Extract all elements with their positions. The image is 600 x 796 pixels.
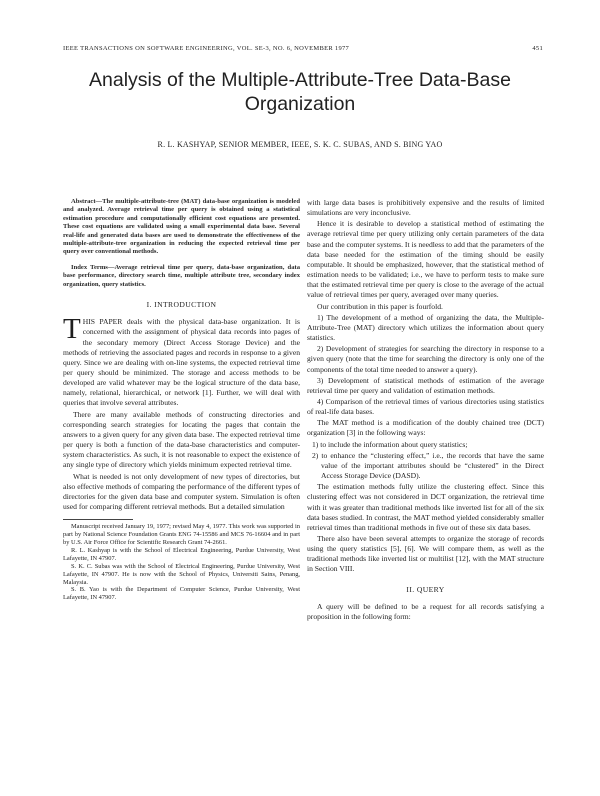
- footnote-author: S. K. C. Subas was with the School of Electrical Engineering, Purdue University, West Lafayette, IN 47907. He is now with the School of Physics, Universiti Sains, Penang, Malaysia.: [63, 562, 300, 586]
- intro-body: [63, 313, 300, 512]
- page-number: 451: [532, 45, 543, 52]
- contribution-item: 4) Comparison of the retrieval times of various directories using statistics of real-life data bases.: [307, 396, 544, 417]
- right-column: [307, 198, 544, 622]
- contribution-item: 1) The development of a method of organizing the data, the Multiple-Attribute-Tree (MAT) directory which utilizes the information about query statistics.: [307, 312, 544, 343]
- abstract-text: Abstract—The multiple-attribute-tree (MAT) data-base organization is modeled and analyzed. Average retrieval time per query is obtained using a statistical estimation procedure and computationally efficient cost equations are presented. These cost equations are validated using a small experimental data base. Several real-life and generated data bases are used to demonstrate the effectiveness of the multiple-attribute-tree organization in reducing the expected retrieval time per query over conventional methods.: [63, 198, 300, 256]
- left-column: [63, 198, 300, 602]
- section-heading-query: II. QUERY: [406, 584, 445, 594]
- footnote-author: S. B. Yao is with the Department of Computer Science, Purdue University, West Lafayette, IN 47907.: [63, 586, 300, 602]
- footnote-divider: [63, 519, 133, 520]
- section-heading-introduction: I. INTRODUCTION: [146, 300, 217, 310]
- body-paragraph: What is needed is not only development of new types of directories, but also effective methods of comparing the performance of the different types of directories for the given data base and computer system. Simulation is often used for comparing different retrieval methods. But a detailed simulation: [63, 471, 300, 512]
- modification-item: 1) to include the information about query statistics;: [312, 439, 468, 449]
- body-paragraph: with large data bases is prohibitively expensive and the results of limited simulations are very inconclusive.: [307, 198, 544, 218]
- body-paragraph: The estimation methods fully utilize the clustering effect. Since this clustering effect was not considered in DCT organization, the retrieval time with it was greater than traditional methods like inverted list for all of the six data bases studied. In contrast, the MAT method yielded considerably smaller retrieval times than traditional methods in five out of these six data bases.: [307, 482, 544, 532]
- intro-paragraph-text: HIS PAPER deals with the physical data-base organization. It is concerned with the assignment of physical data records into pages of the secondary memory (Direct Access Storage Device) and the methods of retrieving the associated pages and records in response to a given query. Since we are dealing with on-line systems, the expected retrieval time per query should be minimized. The storage and access methods to be developed are valid whatever may be the logical structure of the data base, namely, relational, hierarchical, or network [1]. Further, we will deal with queries that involve several attributes.: [63, 317, 300, 408]
- intro-paragraph: [63, 313, 300, 408]
- paper-title: Analysis of the Multiple-Attribute-Tree Data-Base Organization: [89, 69, 511, 115]
- modification-item: 2) to enhance the “clustering effect,” i.e., the records that have the same value of the important attributes should be “clustered” in the Direct Access Storage Device (DASD).: [312, 450, 544, 481]
- journal-header: IEEE TRANSACTIONS ON SOFTWARE ENGINEERING, VOL. SE-3, NO. 6, NOVEMBER 1977: [63, 45, 350, 52]
- footnote-author: R. L. Kashyap is with the School of Electrical Engineering, Purdue University, West Lafayette, IN 47907.: [63, 546, 300, 562]
- body-paragraph: There are many available methods of constructing directories and corresponding search strategies for locating the pages that contain the answers to a given query for any given data base. The expected retrieval time per query is both a function of the data-base characteristics and computer-system characteristics. As such, it is not reasonable to expect the existence of any single type of directory which yields minimum expected retrieval time.: [63, 409, 300, 470]
- body-paragraph: The MAT method is a modification of the doubly chained tree (DCT) organization [3] in the following ways:: [307, 418, 544, 438]
- body-paragraph: Hence it is desirable to develop a statistical method of estimating the average retrieval time per query utilizing only certain parameters of the data base and the computer systems. It is needless to add that the parameters of the data base needed for the estimation of the timing should be easily computable. It should be emphasized, however, that the statistical method of estimation needs to be validated; i.e., we have to perform tests to make sure that the estimated retrieval time per query is close to the average of the actual value of retrieval times per query, averaged over many queries.: [307, 219, 544, 300]
- author-line: R. L. KASHYAP, SENIOR MEMBER, IEEE, S. K. C. SUBAS, AND S. BING YAO: [157, 140, 443, 149]
- body-paragraph: There also have been several attempts to organize the storage of records using the query statistics [5], [6]. We will compare them, as well as the traditional methods like inverted list or multilist [12], with the MAT structure in Section VIII.: [307, 534, 544, 574]
- body-paragraph: A query will be defined to be a request for all records satisfying a proposition in the following form:: [307, 601, 544, 621]
- index-terms: Index Terms—Average retrieval time per query, data-base organization, data base performance, directory search time, multiple attribute tree, secondary index organization, query statistics.: [63, 263, 300, 288]
- contribution-item: 3) Development of statistical methods of estimation of the average retrieval time per query and validation of estimation methods.: [307, 375, 544, 395]
- abstract-block: [63, 198, 300, 289]
- footnote-manuscript: Manuscript received January 19, 1977; revised May 4, 1977. This work was supported in part by National Science Foundation Grants ENG 74-15586 and MCS 76-16604 and in part by U.S. Air Force Office for Scientific Research Grant 74-2661.: [63, 523, 300, 546]
- body-paragraph: Our contribution in this paper is fourfold.: [317, 301, 443, 311]
- contribution-item: 2) Development of strategies for searching the directory in response to a given query (note that the time for searching the directory is only one of the components of the total time needed to answer a query).: [307, 344, 544, 374]
- footnotes: [63, 523, 300, 602]
- drop-cap: T: [63, 313, 81, 346]
